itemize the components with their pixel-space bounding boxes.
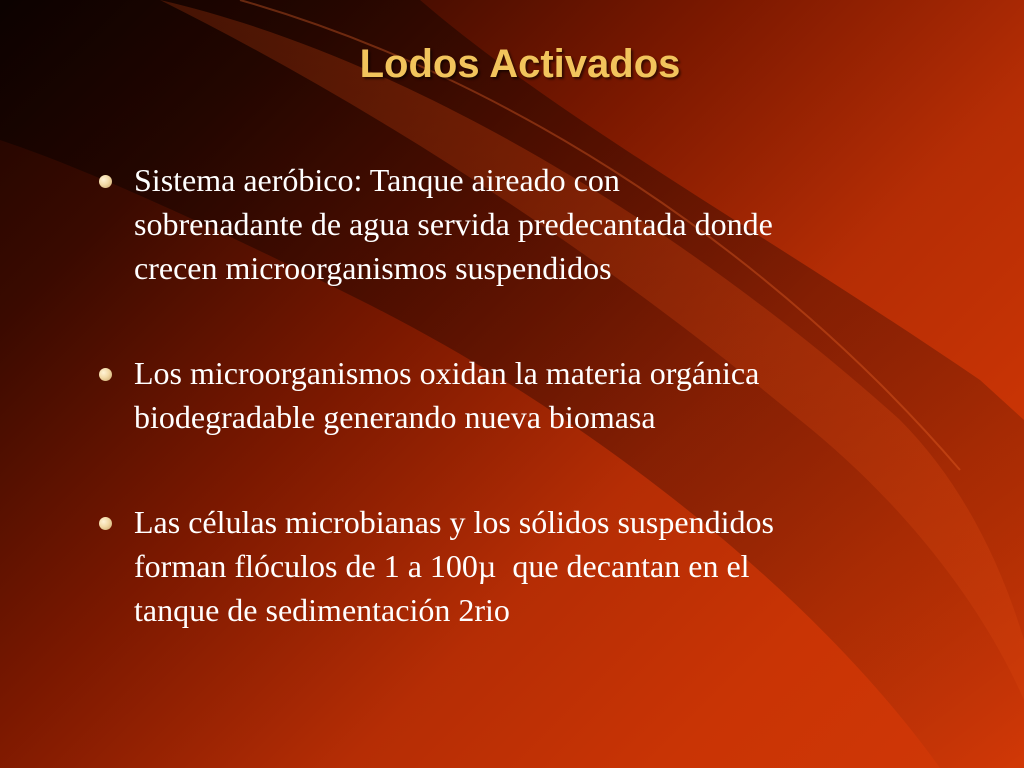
bullet-line: biodegradable generando nueva biomasa: [134, 399, 656, 435]
bullet-item: [96, 158, 956, 290]
bullet-line: Los microorganismos oxidan la materia orgánica: [134, 355, 760, 391]
bullet-line: Las células microbianas y los sólidos suspendidos: [134, 504, 774, 540]
bullet-item: [96, 500, 956, 632]
bullet-icon: [99, 175, 112, 188]
bullet-list: [96, 158, 956, 632]
bullet-line: crecen microorganismos suspendidos: [134, 250, 612, 286]
bullet-line: tanque de sedimentación 2rio: [134, 592, 510, 628]
bullet-line: Sistema aeróbico: Tanque aireado con: [134, 162, 620, 198]
bullet-item: [96, 351, 956, 439]
bullet-icon: [99, 517, 112, 530]
bullet-icon: [99, 368, 112, 381]
bullet-line: sobrenadante de agua servida predecantada donde: [134, 206, 773, 242]
slide-title: Lodos Activados: [359, 42, 681, 86]
bullet-line: forman flóculos de 1 a 100µ que decantan en el: [134, 548, 750, 584]
